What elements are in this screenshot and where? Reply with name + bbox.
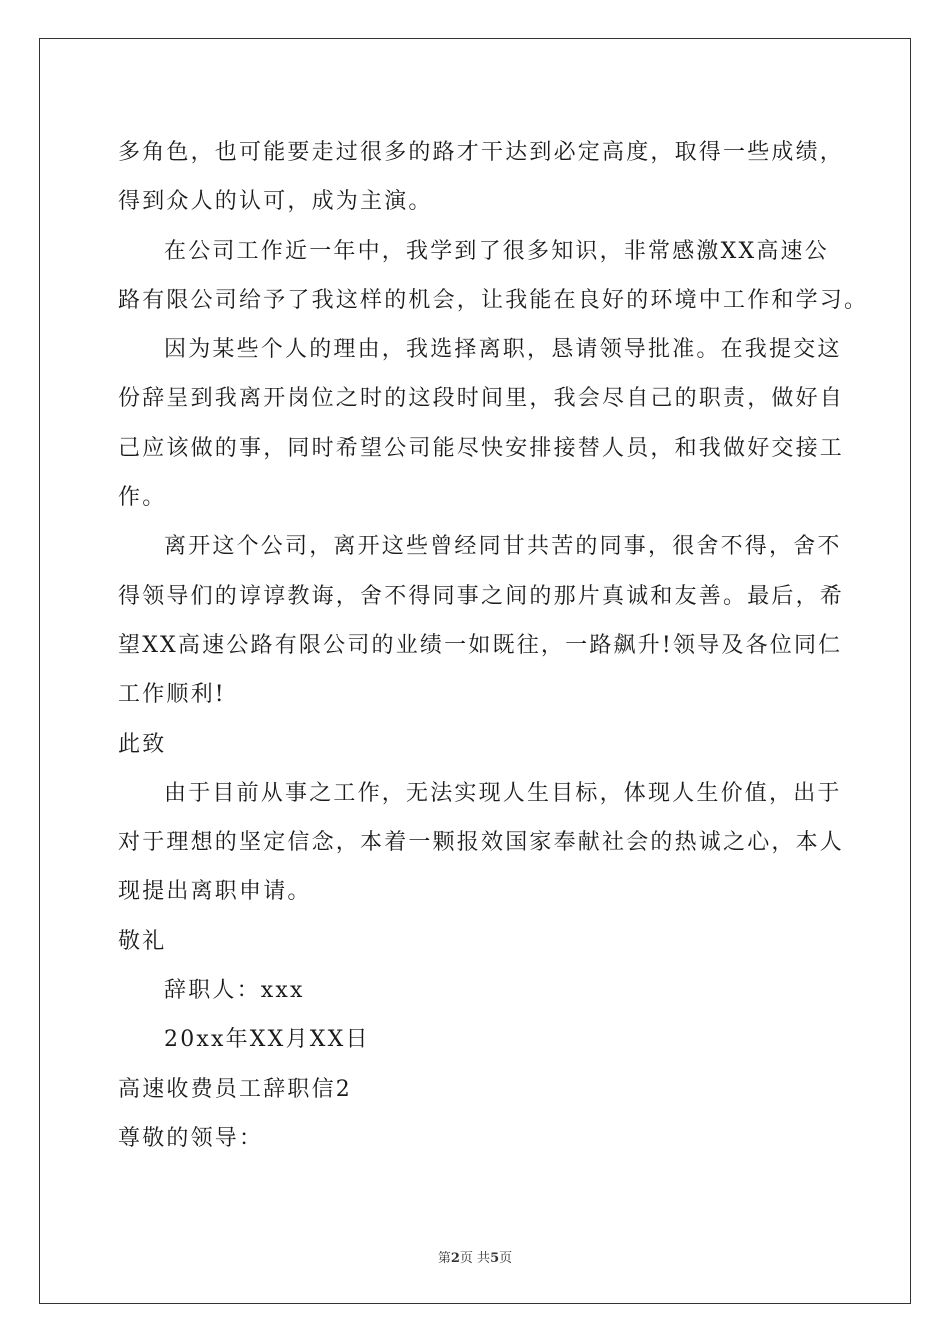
paragraph-line: 对于理想的坚定信念，本着一颗报效国家奉献社会的热诚之心，本人 bbox=[118, 830, 845, 856]
letter-body bbox=[118, 128, 869, 1163]
page-suffix: 页 bbox=[499, 1251, 513, 1266]
closing-regards: 敬礼 bbox=[118, 928, 167, 954]
paragraph-line: 由于目前从事之工作，无法实现人生目标，体现人生价值，出于 bbox=[164, 780, 842, 806]
paragraph-line: 路有限公司给予了我这样的机会，让我能在良好的环境中工作和学习。 bbox=[118, 287, 869, 313]
paragraph-line: 望XX高速公路有限公司的业绩一如既往，一路飙升!领导及各位同仁 bbox=[118, 632, 843, 658]
page-prefix: 第 bbox=[437, 1251, 451, 1266]
section-title: 高速收费员工辞职信2 bbox=[118, 1076, 352, 1102]
greeting: 尊敬的领导： bbox=[118, 1125, 264, 1151]
paragraph-line: 得到众人的认可，成为主演。 bbox=[118, 189, 433, 215]
total-page-number: 5 bbox=[490, 1251, 500, 1266]
paragraph-line: 得领导们的谆谆教诲，舍不得同事之间的那片真诚和友善。最后，希 bbox=[118, 583, 845, 609]
page-mid: 页 共 bbox=[459, 1251, 491, 1266]
paragraph-line: 份辞呈到我离开岗位之时的这段时间里，我会尽自己的职责，做好自 bbox=[118, 386, 845, 412]
paragraph-line: 在公司工作近一年中，我学到了很多知识，非常感激XX高速公 bbox=[164, 238, 829, 264]
salutation-closing: 此致 bbox=[118, 731, 167, 757]
paragraph-line: 现提出离职申请。 bbox=[118, 879, 312, 905]
page-footer bbox=[0, 1247, 950, 1266]
paragraph-line: 工作顺利! bbox=[118, 682, 226, 708]
paragraph-line: 作。 bbox=[118, 485, 167, 511]
paragraph-line: 多角色，也可能要走过很多的路才干达到必定高度，取得一些成绩， bbox=[118, 140, 845, 165]
current-page-number: 2 bbox=[450, 1251, 460, 1266]
signature-date: 20xx年XX月XX日 bbox=[164, 1027, 370, 1053]
paragraph-line: 因为某些个人的理由，我选择离职，恳请领导批准。在我提交这 bbox=[164, 337, 842, 363]
paragraph-line: 己应该做的事，同时希望公司能尽快安排接替人员，和我做好交接工 bbox=[118, 435, 845, 461]
paragraph-line: 离开这个公司，离开这些曾经同甘共苦的同事，很舍不得，舍不 bbox=[164, 534, 842, 560]
signature-name: 辞职人：xxx bbox=[164, 978, 305, 1004]
